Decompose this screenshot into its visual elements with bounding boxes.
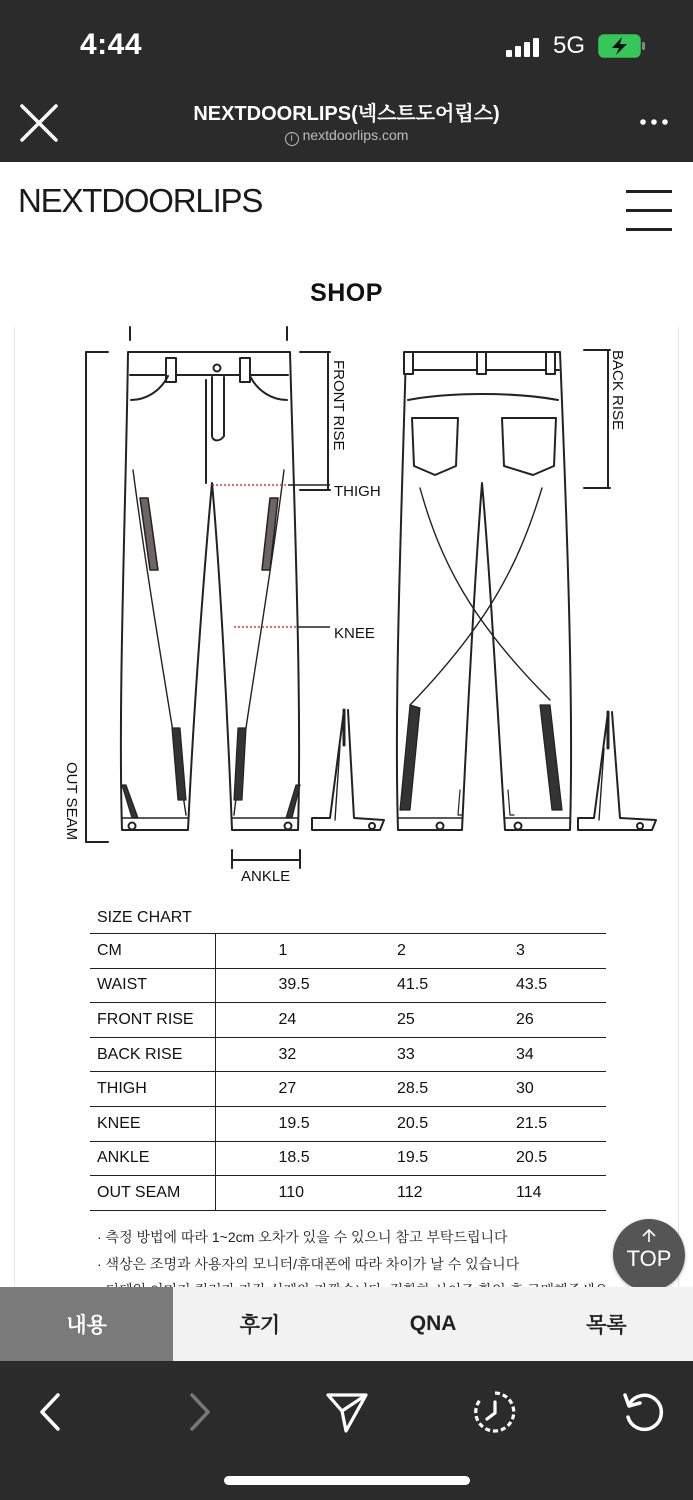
table-cell: ANKLE — [90, 1141, 215, 1176]
browser-top-bar — [0, 0, 693, 162]
table-row — [90, 1072, 606, 1107]
table-row — [90, 1106, 606, 1141]
browser-url[interactable] — [0, 127, 693, 146]
table-cell: 20.5 — [334, 1106, 453, 1141]
note-text: · 측정 방법에 따라 1~2cm 오차가 있을 수 있으니 참고 부탁드립니다 — [97, 1229, 508, 1245]
table-cell: 19.5 — [215, 1106, 334, 1141]
hamburger-icon[interactable] — [626, 190, 672, 232]
table-cell: 112 — [334, 1176, 453, 1211]
table-cell: 20.5 — [453, 1141, 606, 1176]
signal-icon — [506, 37, 542, 57]
battery-charging-icon — [598, 34, 646, 58]
forward-arrow-icon[interactable] — [176, 1389, 222, 1435]
tab-qna[interactable]: QNA — [409, 1312, 457, 1335]
table-cell: 26 — [453, 1003, 606, 1038]
page-title: SHOP — [310, 279, 383, 307]
table-cell: OUT SEAM — [90, 1176, 215, 1211]
table-row — [90, 1003, 606, 1038]
table-cell: WAIST — [90, 968, 215, 1003]
more-icon[interactable] — [638, 116, 670, 128]
label-thigh: THIGH — [334, 483, 381, 500]
tab-reviews[interactable]: 후기 — [239, 1314, 281, 1337]
share-icon[interactable] — [324, 1389, 370, 1435]
table-cell: 18.5 — [215, 1141, 334, 1176]
table-cell: 32 — [215, 1037, 334, 1072]
table-cell: 41.5 — [334, 968, 453, 1003]
table-cell: 30 — [453, 1072, 606, 1107]
table-cell: 110 — [215, 1176, 334, 1211]
table-cell: 27 — [215, 1072, 334, 1107]
table-header-row — [90, 934, 606, 969]
history-icon[interactable] — [472, 1389, 518, 1435]
url-text: nextdoorlips.com — [302, 127, 409, 143]
table-cell: 21.5 — [453, 1106, 606, 1141]
tab-content[interactable]: 내용 — [0, 1287, 173, 1361]
scroll-top-label: TOP — [626, 1246, 672, 1271]
pants-diagram — [0, 320, 693, 900]
table-cell: 19.5 — [334, 1141, 453, 1176]
table-cell: 33 — [334, 1037, 453, 1072]
info-icon: i — [285, 132, 299, 146]
label-ankle: ANKLE — [241, 868, 291, 885]
label-out-seam: OUT SEAM — [63, 762, 80, 841]
table-cell: 28.5 — [334, 1072, 453, 1107]
table-row — [90, 1176, 606, 1211]
table-cell: 43.5 — [453, 968, 606, 1003]
back-arrow-icon[interactable] — [28, 1389, 74, 1435]
table-cell: 25 — [334, 1003, 453, 1038]
table-cell: CM — [90, 934, 215, 969]
table-cell: 34 — [453, 1037, 606, 1072]
tab-list[interactable]: 목록 — [586, 1314, 627, 1337]
size-chart-title: SIZE CHART — [97, 909, 192, 926]
table-cell: BACK RISE — [90, 1037, 215, 1072]
table-cell: FRONT RISE — [90, 1003, 215, 1038]
detail-tabs — [0, 1287, 693, 1361]
browser-title: NEXTDOORLIPS(넥스트도어립스) — [193, 103, 500, 125]
table-cell: 39.5 — [215, 968, 334, 1003]
status-time: 4:44 — [80, 28, 143, 61]
table-cell: KNEE — [90, 1106, 215, 1141]
table-cell: 114 — [453, 1176, 606, 1211]
label-knee: KNEE — [334, 625, 375, 642]
table-row — [90, 968, 606, 1003]
brand-logo[interactable]: NEXTDOORLIPS — [18, 182, 263, 219]
network-type: 5G — [553, 32, 586, 59]
table-cell: 24 — [215, 1003, 334, 1038]
size-chart-table — [90, 933, 606, 1211]
table-cell: THIGH — [90, 1072, 215, 1107]
table-cell: 2 — [334, 934, 453, 969]
label-back-rise: BACK RISE — [609, 350, 626, 431]
note-text: · 색상은 조명과 사용자의 모니터/휴대폰에 따라 차이가 날 수 있습니다 — [97, 1256, 520, 1272]
refresh-icon[interactable] — [620, 1389, 666, 1435]
label-front-rise: FRONT RISE — [330, 360, 347, 451]
table-row — [90, 1141, 606, 1176]
table-cell: 1 — [215, 934, 334, 969]
table-row — [90, 1037, 606, 1072]
arrow-up-icon — [641, 1229, 657, 1243]
table-cell: 3 — [453, 934, 606, 969]
home-indicator — [224, 1476, 470, 1485]
scroll-top-button[interactable] — [613, 1219, 685, 1291]
